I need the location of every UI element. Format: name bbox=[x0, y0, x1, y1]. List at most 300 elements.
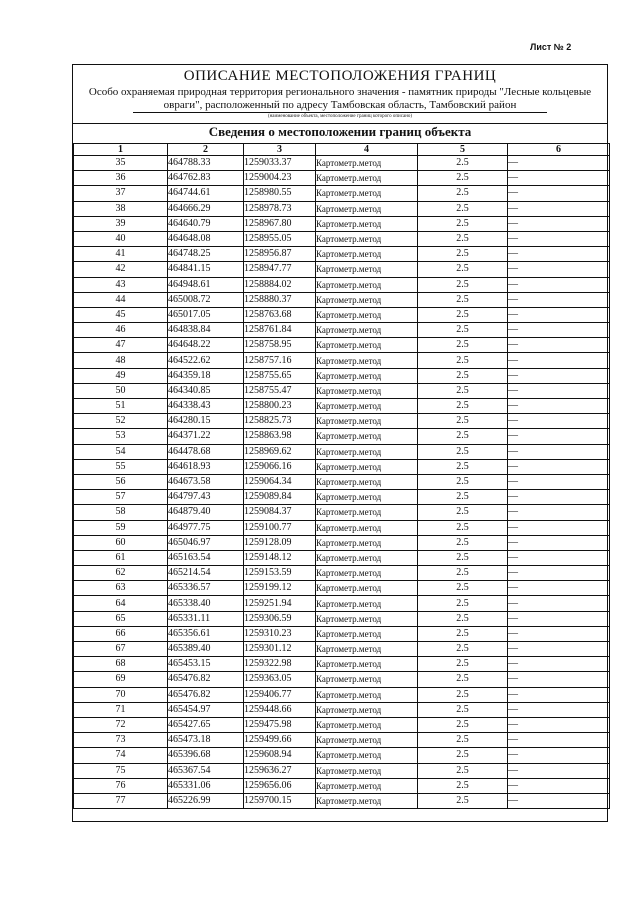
table-header-row bbox=[74, 144, 610, 156]
table-row bbox=[74, 216, 610, 231]
method-cell: Картометр.метод bbox=[316, 323, 418, 338]
method-cell: Картометр.метод bbox=[316, 763, 418, 778]
coordinate-y-cell: 1259406.77 bbox=[244, 687, 316, 702]
note-cell: — bbox=[508, 171, 610, 186]
coordinate-y-cell: 1259064.34 bbox=[244, 474, 316, 489]
method-cell: Картометр.метод bbox=[316, 778, 418, 793]
note-cell: — bbox=[508, 353, 610, 368]
note-cell: — bbox=[508, 444, 610, 459]
point-number-cell: 63 bbox=[74, 581, 168, 596]
table-row bbox=[74, 717, 610, 732]
method-cell: Картометр.метод bbox=[316, 535, 418, 550]
table-row bbox=[74, 368, 610, 383]
table-row bbox=[74, 626, 610, 641]
coordinate-y-cell: 1259128.09 bbox=[244, 535, 316, 550]
coordinate-x-cell: 465454.97 bbox=[168, 702, 244, 717]
accuracy-cell: 2.5 bbox=[418, 262, 508, 277]
accuracy-cell: 2.5 bbox=[418, 474, 508, 489]
coordinate-x-cell: 464359.18 bbox=[168, 368, 244, 383]
accuracy-cell: 2.5 bbox=[418, 216, 508, 231]
point-number-cell: 49 bbox=[74, 368, 168, 383]
note-cell: — bbox=[508, 596, 610, 611]
coordinate-x-cell: 465008.72 bbox=[168, 292, 244, 307]
coordinate-x-cell: 465163.54 bbox=[168, 550, 244, 565]
accuracy-cell: 2.5 bbox=[418, 687, 508, 702]
method-cell: Картометр.метод bbox=[316, 687, 418, 702]
coordinate-y-cell: 1259636.27 bbox=[244, 763, 316, 778]
point-number-cell: 64 bbox=[74, 596, 168, 611]
table-row bbox=[74, 277, 610, 292]
table-row bbox=[74, 672, 610, 687]
coordinate-x-cell: 465453.15 bbox=[168, 657, 244, 672]
coordinate-y-cell: 1259448.66 bbox=[244, 702, 316, 717]
accuracy-cell: 2.5 bbox=[418, 626, 508, 641]
note-cell: — bbox=[508, 550, 610, 565]
table-row bbox=[74, 444, 610, 459]
table-row bbox=[74, 611, 610, 626]
note-cell: — bbox=[508, 763, 610, 778]
coordinate-y-cell: 1258761.84 bbox=[244, 323, 316, 338]
coordinate-x-cell: 464280.15 bbox=[168, 414, 244, 429]
coordinate-y-cell: 1258969.62 bbox=[244, 444, 316, 459]
table-row bbox=[74, 307, 610, 322]
sheet-number: Лист № 2 bbox=[530, 42, 572, 52]
accuracy-cell: 2.5 bbox=[418, 444, 508, 459]
column-header: 3 bbox=[244, 144, 316, 156]
method-cell: Картометр.метод bbox=[316, 717, 418, 732]
point-number-cell: 76 bbox=[74, 778, 168, 793]
coordinate-y-cell: 1259310.23 bbox=[244, 626, 316, 641]
method-cell: Картометр.метод bbox=[316, 383, 418, 398]
accuracy-cell: 2.5 bbox=[418, 186, 508, 201]
coordinate-y-cell: 1258884.02 bbox=[244, 277, 316, 292]
point-number-cell: 58 bbox=[74, 505, 168, 520]
column-header: 5 bbox=[418, 144, 508, 156]
table-row bbox=[74, 414, 610, 429]
table-row bbox=[74, 505, 610, 520]
accuracy-cell: 2.5 bbox=[418, 672, 508, 687]
coordinate-y-cell: 1259251.94 bbox=[244, 596, 316, 611]
coordinate-x-cell: 465338.40 bbox=[168, 596, 244, 611]
note-cell: — bbox=[508, 399, 610, 414]
column-header: 1 bbox=[74, 144, 168, 156]
method-cell: Картометр.метод bbox=[316, 277, 418, 292]
note-cell: — bbox=[508, 672, 610, 687]
accuracy-cell: 2.5 bbox=[418, 520, 508, 535]
coordinate-y-cell: 1259089.84 bbox=[244, 490, 316, 505]
table-row bbox=[74, 763, 610, 778]
coordinate-y-cell: 1259656.06 bbox=[244, 778, 316, 793]
point-number-cell: 74 bbox=[74, 748, 168, 763]
note-cell: — bbox=[508, 778, 610, 793]
table-row bbox=[74, 262, 610, 277]
method-cell: Картометр.метод bbox=[316, 338, 418, 353]
method-cell: Картометр.метод bbox=[316, 566, 418, 581]
method-cell: Картометр.метод bbox=[316, 581, 418, 596]
point-number-cell: 57 bbox=[74, 490, 168, 505]
method-cell: Картометр.метод bbox=[316, 262, 418, 277]
note-cell: — bbox=[508, 459, 610, 474]
table-row bbox=[74, 702, 610, 717]
method-cell: Картометр.метод bbox=[316, 171, 418, 186]
table-row bbox=[74, 642, 610, 657]
coordinate-y-cell: 1258825.73 bbox=[244, 414, 316, 429]
method-cell: Картометр.метод bbox=[316, 399, 418, 414]
point-number-cell: 53 bbox=[74, 429, 168, 444]
coordinate-y-cell: 1258947.77 bbox=[244, 262, 316, 277]
point-number-cell: 54 bbox=[74, 444, 168, 459]
method-cell: Картометр.метод bbox=[316, 292, 418, 307]
method-cell: Картометр.метод bbox=[316, 201, 418, 216]
coordinate-y-cell: 1259033.37 bbox=[244, 156, 316, 171]
accuracy-cell: 2.5 bbox=[418, 763, 508, 778]
accuracy-cell: 2.5 bbox=[418, 292, 508, 307]
coordinate-x-cell: 464841.15 bbox=[168, 262, 244, 277]
method-cell: Картометр.метод bbox=[316, 642, 418, 657]
table-row bbox=[74, 459, 610, 474]
note-cell: — bbox=[508, 156, 610, 171]
accuracy-cell: 2.5 bbox=[418, 793, 508, 808]
coordinate-y-cell: 1259148.12 bbox=[244, 550, 316, 565]
note-cell: — bbox=[508, 474, 610, 489]
table-row bbox=[74, 338, 610, 353]
coordinate-x-cell: 464788.33 bbox=[168, 156, 244, 171]
coordinate-x-cell: 465017.05 bbox=[168, 307, 244, 322]
accuracy-cell: 2.5 bbox=[418, 717, 508, 732]
point-number-cell: 67 bbox=[74, 642, 168, 657]
coordinate-y-cell: 1259004.23 bbox=[244, 171, 316, 186]
accuracy-cell: 2.5 bbox=[418, 657, 508, 672]
table-row bbox=[74, 748, 610, 763]
coordinate-x-cell: 464522.62 bbox=[168, 353, 244, 368]
method-cell: Картометр.метод bbox=[316, 550, 418, 565]
table-row bbox=[74, 474, 610, 489]
note-cell: — bbox=[508, 383, 610, 398]
coordinate-x-cell: 464744.61 bbox=[168, 186, 244, 201]
accuracy-cell: 2.5 bbox=[418, 156, 508, 171]
point-number-cell: 38 bbox=[74, 201, 168, 216]
coordinate-x-cell: 465396.68 bbox=[168, 748, 244, 763]
method-cell: Картометр.метод bbox=[316, 733, 418, 748]
table-row bbox=[74, 566, 610, 581]
note-cell: — bbox=[508, 247, 610, 262]
table-row bbox=[74, 171, 610, 186]
note-cell: — bbox=[508, 748, 610, 763]
point-number-cell: 60 bbox=[74, 535, 168, 550]
method-cell: Картометр.метод bbox=[316, 793, 418, 808]
coordinate-y-cell: 1258757.16 bbox=[244, 353, 316, 368]
coordinate-y-cell: 1258755.47 bbox=[244, 383, 316, 398]
table-row bbox=[74, 657, 610, 672]
note-cell: — bbox=[508, 687, 610, 702]
coordinate-y-cell: 1258758.95 bbox=[244, 338, 316, 353]
note-cell: — bbox=[508, 793, 610, 808]
coordinate-y-cell: 1258980.55 bbox=[244, 186, 316, 201]
table-row bbox=[74, 490, 610, 505]
accuracy-cell: 2.5 bbox=[418, 535, 508, 550]
point-number-cell: 61 bbox=[74, 550, 168, 565]
accuracy-cell: 2.5 bbox=[418, 307, 508, 322]
method-cell: Картометр.метод bbox=[316, 505, 418, 520]
coordinate-y-cell: 1258978.73 bbox=[244, 201, 316, 216]
object-description: Особо охраняемая природная территория регионального значения - памятник природы "Лесные кольцевые овраги", расположенный по адресу Тамбовская область, Тамбовский район bbox=[88, 86, 592, 111]
coordinate-x-cell: 465476.82 bbox=[168, 687, 244, 702]
table-row bbox=[74, 247, 610, 262]
accuracy-cell: 2.5 bbox=[418, 353, 508, 368]
coordinate-x-cell: 464648.22 bbox=[168, 338, 244, 353]
method-cell: Картометр.метод bbox=[316, 429, 418, 444]
coordinate-y-cell: 1259306.59 bbox=[244, 611, 316, 626]
table-row bbox=[74, 353, 610, 368]
coordinate-y-cell: 1259084.37 bbox=[244, 505, 316, 520]
coordinate-y-cell: 1259199.12 bbox=[244, 581, 316, 596]
column-header: 6 bbox=[508, 144, 610, 156]
point-number-cell: 40 bbox=[74, 231, 168, 246]
note-cell: — bbox=[508, 642, 610, 657]
coordinate-x-cell: 464340.85 bbox=[168, 383, 244, 398]
table-row bbox=[74, 520, 610, 535]
method-cell: Картометр.метод bbox=[316, 474, 418, 489]
note-cell: — bbox=[508, 657, 610, 672]
coordinate-x-cell: 464748.25 bbox=[168, 247, 244, 262]
accuracy-cell: 2.5 bbox=[418, 505, 508, 520]
point-number-cell: 71 bbox=[74, 702, 168, 717]
method-cell: Картометр.метод bbox=[316, 748, 418, 763]
accuracy-cell: 2.5 bbox=[418, 429, 508, 444]
method-cell: Картометр.метод bbox=[316, 414, 418, 429]
coordinate-x-cell: 464338.43 bbox=[168, 399, 244, 414]
accuracy-cell: 2.5 bbox=[418, 383, 508, 398]
note-cell: — bbox=[508, 535, 610, 550]
method-cell: Картометр.метод bbox=[316, 672, 418, 687]
accuracy-cell: 2.5 bbox=[418, 566, 508, 581]
coordinate-x-cell: 465226.99 bbox=[168, 793, 244, 808]
note-cell: — bbox=[508, 566, 610, 581]
note-cell: — bbox=[508, 626, 610, 641]
method-cell: Картометр.метод bbox=[316, 459, 418, 474]
method-cell: Картометр.метод bbox=[316, 307, 418, 322]
accuracy-cell: 2.5 bbox=[418, 323, 508, 338]
point-number-cell: 43 bbox=[74, 277, 168, 292]
coordinate-x-cell: 464666.29 bbox=[168, 201, 244, 216]
coordinate-x-cell: 464838.84 bbox=[168, 323, 244, 338]
table-row bbox=[74, 399, 610, 414]
point-number-cell: 37 bbox=[74, 186, 168, 201]
note-cell: — bbox=[508, 490, 610, 505]
table-row bbox=[74, 687, 610, 702]
coordinate-x-cell: 465214.54 bbox=[168, 566, 244, 581]
accuracy-cell: 2.5 bbox=[418, 368, 508, 383]
point-number-cell: 51 bbox=[74, 399, 168, 414]
note-cell: — bbox=[508, 611, 610, 626]
coordinate-x-cell: 464948.61 bbox=[168, 277, 244, 292]
point-number-cell: 65 bbox=[74, 611, 168, 626]
method-cell: Картометр.метод bbox=[316, 247, 418, 262]
point-number-cell: 48 bbox=[74, 353, 168, 368]
method-cell: Картометр.метод bbox=[316, 626, 418, 641]
point-number-cell: 62 bbox=[74, 566, 168, 581]
table-row bbox=[74, 535, 610, 550]
section-title: Сведения о местоположении границ объекта bbox=[73, 123, 607, 140]
coordinate-y-cell: 1258800.23 bbox=[244, 399, 316, 414]
coordinate-y-cell: 1258956.87 bbox=[244, 247, 316, 262]
coordinate-x-cell: 464762.83 bbox=[168, 171, 244, 186]
method-cell: Картометр.метод bbox=[316, 368, 418, 383]
table-row bbox=[74, 292, 610, 307]
note-cell: — bbox=[508, 201, 610, 216]
coordinates-table bbox=[73, 143, 610, 809]
table-row bbox=[74, 323, 610, 338]
table-row bbox=[74, 596, 610, 611]
table-row bbox=[74, 156, 610, 171]
coordinate-y-cell: 1259475.98 bbox=[244, 717, 316, 732]
accuracy-cell: 2.5 bbox=[418, 581, 508, 596]
coordinate-y-cell: 1258880.37 bbox=[244, 292, 316, 307]
note-cell: — bbox=[508, 581, 610, 596]
coordinate-y-cell: 1259322.98 bbox=[244, 657, 316, 672]
accuracy-cell: 2.5 bbox=[418, 748, 508, 763]
coordinate-x-cell: 465356.61 bbox=[168, 626, 244, 641]
coordinate-x-cell: 464618.93 bbox=[168, 459, 244, 474]
column-header: 4 bbox=[316, 144, 418, 156]
note-cell: — bbox=[508, 702, 610, 717]
table-row bbox=[74, 231, 610, 246]
coordinate-x-cell: 464640.79 bbox=[168, 216, 244, 231]
note-cell: — bbox=[508, 733, 610, 748]
accuracy-cell: 2.5 bbox=[418, 733, 508, 748]
note-cell: — bbox=[508, 262, 610, 277]
point-number-cell: 41 bbox=[74, 247, 168, 262]
table-row bbox=[74, 186, 610, 201]
note-cell: — bbox=[508, 717, 610, 732]
method-cell: Картометр.метод bbox=[316, 353, 418, 368]
method-cell: Картометр.метод bbox=[316, 596, 418, 611]
point-number-cell: 69 bbox=[74, 672, 168, 687]
document-frame bbox=[72, 64, 608, 822]
object-caption: (наименование объекта, местоположение границ которого описано) bbox=[133, 112, 547, 120]
table-row bbox=[74, 201, 610, 216]
note-cell: — bbox=[508, 520, 610, 535]
coordinate-x-cell: 465367.54 bbox=[168, 763, 244, 778]
coordinate-x-cell: 464371.22 bbox=[168, 429, 244, 444]
note-cell: — bbox=[508, 277, 610, 292]
coordinate-x-cell: 465427.65 bbox=[168, 717, 244, 732]
point-number-cell: 66 bbox=[74, 626, 168, 641]
coordinate-y-cell: 1259700.15 bbox=[244, 793, 316, 808]
table-row bbox=[74, 383, 610, 398]
coordinate-y-cell: 1258763.68 bbox=[244, 307, 316, 322]
method-cell: Картометр.метод bbox=[316, 611, 418, 626]
accuracy-cell: 2.5 bbox=[418, 611, 508, 626]
accuracy-cell: 2.5 bbox=[418, 490, 508, 505]
coordinate-y-cell: 1259363.05 bbox=[244, 672, 316, 687]
point-number-cell: 44 bbox=[74, 292, 168, 307]
coordinate-x-cell: 464797.43 bbox=[168, 490, 244, 505]
note-cell: — bbox=[508, 505, 610, 520]
point-number-cell: 77 bbox=[74, 793, 168, 808]
point-number-cell: 68 bbox=[74, 657, 168, 672]
column-header: 2 bbox=[168, 144, 244, 156]
method-cell: Картометр.метод bbox=[316, 520, 418, 535]
accuracy-cell: 2.5 bbox=[418, 277, 508, 292]
accuracy-cell: 2.5 bbox=[418, 778, 508, 793]
point-number-cell: 36 bbox=[74, 171, 168, 186]
accuracy-cell: 2.5 bbox=[418, 201, 508, 216]
table-row bbox=[74, 733, 610, 748]
point-number-cell: 45 bbox=[74, 307, 168, 322]
coordinate-y-cell: 1259100.77 bbox=[244, 520, 316, 535]
note-cell: — bbox=[508, 186, 610, 201]
note-cell: — bbox=[508, 292, 610, 307]
coordinate-x-cell: 464879.40 bbox=[168, 505, 244, 520]
point-number-cell: 73 bbox=[74, 733, 168, 748]
accuracy-cell: 2.5 bbox=[418, 171, 508, 186]
method-cell: Картометр.метод bbox=[316, 156, 418, 171]
coordinate-x-cell: 465331.11 bbox=[168, 611, 244, 626]
coordinate-x-cell: 465331.06 bbox=[168, 778, 244, 793]
point-number-cell: 56 bbox=[74, 474, 168, 489]
coordinate-y-cell: 1258755.65 bbox=[244, 368, 316, 383]
point-number-cell: 52 bbox=[74, 414, 168, 429]
point-number-cell: 75 bbox=[74, 763, 168, 778]
table-row bbox=[74, 778, 610, 793]
accuracy-cell: 2.5 bbox=[418, 459, 508, 474]
coordinate-y-cell: 1259153.59 bbox=[244, 566, 316, 581]
coordinate-x-cell: 465473.18 bbox=[168, 733, 244, 748]
coordinate-x-cell: 464478.68 bbox=[168, 444, 244, 459]
note-cell: — bbox=[508, 368, 610, 383]
point-number-cell: 59 bbox=[74, 520, 168, 535]
method-cell: Картометр.метод bbox=[316, 186, 418, 201]
point-number-cell: 39 bbox=[74, 216, 168, 231]
coordinate-x-cell: 465476.82 bbox=[168, 672, 244, 687]
coordinate-x-cell: 465336.57 bbox=[168, 581, 244, 596]
table-row bbox=[74, 793, 610, 808]
coordinate-x-cell: 464648.08 bbox=[168, 231, 244, 246]
coordinate-y-cell: 1258955.05 bbox=[244, 231, 316, 246]
point-number-cell: 50 bbox=[74, 383, 168, 398]
coordinate-y-cell: 1259066.16 bbox=[244, 459, 316, 474]
accuracy-cell: 2.5 bbox=[418, 596, 508, 611]
accuracy-cell: 2.5 bbox=[418, 550, 508, 565]
accuracy-cell: 2.5 bbox=[418, 702, 508, 717]
coordinate-y-cell: 1258967.80 bbox=[244, 216, 316, 231]
method-cell: Картометр.метод bbox=[316, 490, 418, 505]
method-cell: Картометр.метод bbox=[316, 444, 418, 459]
accuracy-cell: 2.5 bbox=[418, 231, 508, 246]
accuracy-cell: 2.5 bbox=[418, 399, 508, 414]
table-row bbox=[74, 429, 610, 444]
method-cell: Картометр.метод bbox=[316, 216, 418, 231]
method-cell: Картометр.метод bbox=[316, 231, 418, 246]
table-row bbox=[74, 581, 610, 596]
coordinate-x-cell: 464673.58 bbox=[168, 474, 244, 489]
accuracy-cell: 2.5 bbox=[418, 338, 508, 353]
point-number-cell: 70 bbox=[74, 687, 168, 702]
accuracy-cell: 2.5 bbox=[418, 414, 508, 429]
coordinate-x-cell: 464977.75 bbox=[168, 520, 244, 535]
note-cell: — bbox=[508, 323, 610, 338]
point-number-cell: 47 bbox=[74, 338, 168, 353]
point-number-cell: 35 bbox=[74, 156, 168, 171]
point-number-cell: 55 bbox=[74, 459, 168, 474]
point-number-cell: 72 bbox=[74, 717, 168, 732]
document-title: ОПИСАНИЕ МЕСТОПОЛОЖЕНИЯ ГРАНИЦ bbox=[183, 68, 497, 84]
point-number-cell: 46 bbox=[74, 323, 168, 338]
coordinate-x-cell: 465046.97 bbox=[168, 535, 244, 550]
method-cell: Картометр.метод bbox=[316, 657, 418, 672]
point-number-cell: 42 bbox=[74, 262, 168, 277]
